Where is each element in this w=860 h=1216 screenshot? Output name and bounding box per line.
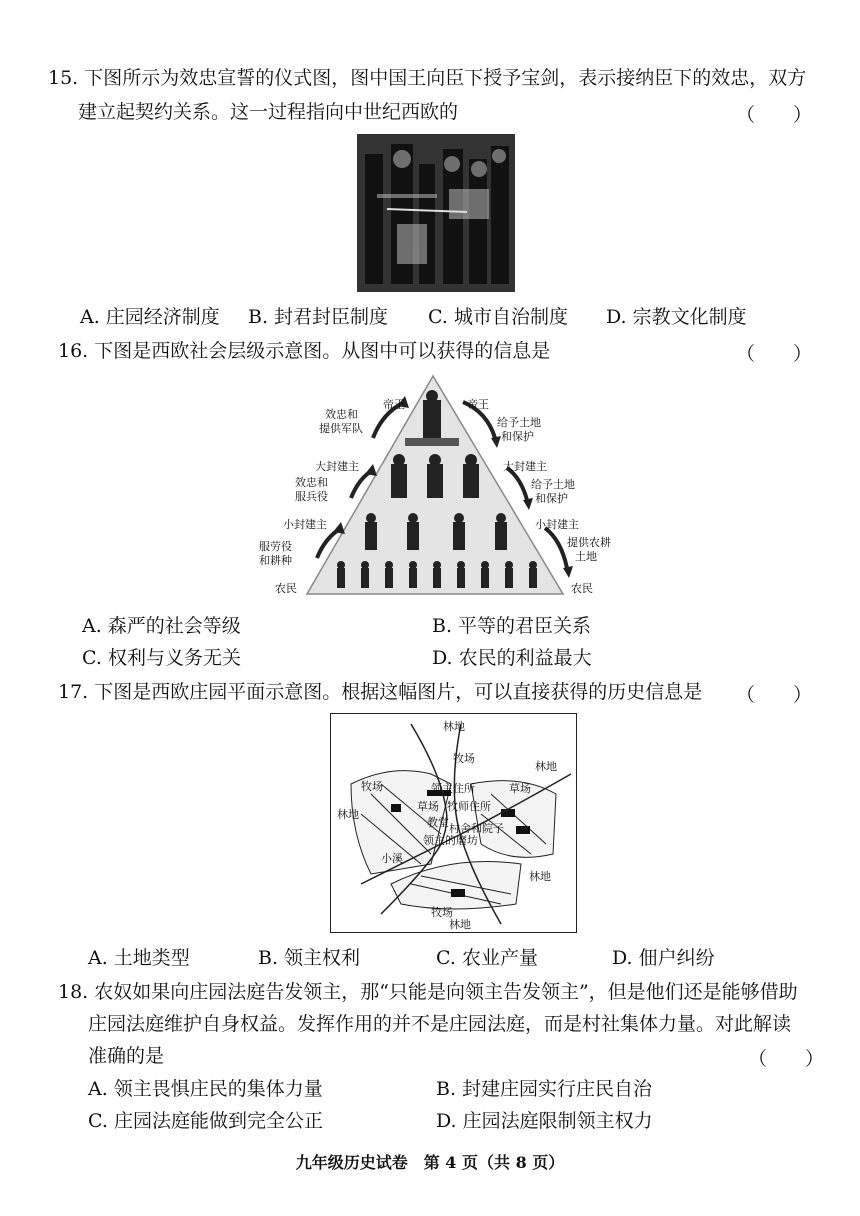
right-label-emperor: 帝王: [467, 398, 489, 411]
q18-stem-line2: 庄园法庭维护自身权益。发挥作用的并不是庄园法庭，而是村社集体力量。对此解读: [88, 1013, 792, 1035]
q15-stem-line2: 建立起契约关系。这一过程指向中世纪西欧的: [78, 101, 459, 123]
right-label-great-lord: 大封建主: [503, 460, 547, 473]
q17-option-d: D. 佃户纠纷: [612, 947, 715, 969]
q15-answer-paren: （ ）: [736, 104, 813, 126]
right-arrow-text-1a: 给予土地: [497, 416, 541, 429]
right-arrow-text-3b: 土地: [575, 550, 597, 563]
q17-answer-paren: （ ）: [736, 684, 813, 706]
map-label-woodland-lower-right: 林地: [529, 870, 551, 883]
social-hierarchy-diagram: [255, 372, 615, 600]
q15-option-b: B. 封君封臣制度: [248, 306, 389, 328]
right-arrow-text-1b: 和保护: [501, 430, 534, 443]
left-arrow-text-2b: 服兵役: [295, 490, 328, 503]
q18-option-d: D. 庄园法庭限制领主权力: [436, 1110, 653, 1132]
q15-stem-line1: 15. 下图所示为效忠宣誓的仪式图，图中国王向臣下授予宝剑，表示接纳臣下的效忠，双方: [48, 67, 807, 89]
q18-option-b: B. 封建庄园实行庄民自治: [436, 1078, 653, 1100]
q16-option-a: A. 森严的社会等级: [82, 615, 241, 637]
left-label-great-lord: 大封建主: [315, 460, 359, 473]
right-label-small-lord: 小封建主: [535, 518, 579, 531]
map-label-priest-residence: 牧师住所: [447, 800, 491, 813]
left-arrow-text-1b: 提供军队: [319, 422, 363, 435]
map-label-woodland-top: 林地: [443, 720, 465, 733]
left-arrow-text-2a: 效忠和: [295, 476, 328, 489]
q18-answer-paren: （ ）: [748, 1048, 825, 1070]
map-label-lord-residence: 领主住所: [431, 782, 475, 795]
q17-option-a: A. 土地类型: [88, 947, 190, 969]
q17-stem: 17. 下图是西欧庄园平面示意图。根据这幅图片，可以直接获得的历史信息是: [58, 681, 703, 703]
map-label-woodland-left: 林地: [337, 808, 359, 821]
page-footer: 九年级历史试卷 第 4 页（共 8 页）: [295, 1153, 565, 1172]
map-label-pasture-bottom: 牧场: [431, 906, 453, 919]
right-arrow-text-2b: 和保护: [535, 492, 568, 505]
right-arrow-text-2a: 给予土地: [531, 478, 575, 491]
right-label-peasant: 农民: [571, 582, 593, 595]
map-label-pasture-left: 牧场: [361, 780, 383, 793]
q15-option-c: C. 城市自治制度: [428, 306, 568, 328]
q16-option-c: C. 权利与义务无关: [82, 647, 241, 669]
q16-option-d: D. 农民的利益最大: [432, 647, 592, 669]
q18-stem-line1: 18. 农奴如果向庄园法庭告发领主，那“只能是向领主告发领主”，但是他们还是能够借助: [58, 981, 798, 1003]
map-label-pasture-top: 牧场: [453, 752, 475, 765]
left-label-peasant: 农民: [275, 582, 297, 595]
q15-ceremony-image: [357, 134, 515, 292]
q15-option-d: D. 宗教文化制度: [606, 306, 747, 328]
q15-option-a: A. 庄园经济制度: [80, 306, 220, 328]
left-arrow-text-1a: 效忠和: [325, 408, 358, 421]
manor-map: [330, 713, 577, 933]
q18-option-c: C. 庄园法庭能做到完全公正: [88, 1110, 323, 1132]
left-arrow-text-3b: 和耕种: [259, 554, 292, 567]
right-arrow-text-3a: 提供农耕: [567, 536, 611, 549]
q18-stem-line3: 准确的是: [88, 1045, 165, 1067]
map-label-church: 教堂: [427, 816, 449, 829]
q17-option-c: C. 农业产量: [436, 947, 538, 969]
map-label-stream: 小溪: [381, 852, 403, 865]
q16-answer-paren: （ ）: [736, 343, 813, 365]
left-label-small-lord: 小封建主: [283, 518, 327, 531]
map-label-meadow-left: 草场: [417, 800, 439, 813]
q17-option-b: B. 领主权利: [258, 947, 361, 969]
left-label-emperor: 帝王: [383, 398, 405, 411]
q16-stem: 16. 下图是西欧社会层级示意图。从图中可以获得的信息是: [58, 340, 551, 362]
q18-option-a: A. 领主畏惧庄民的集体力量: [88, 1078, 323, 1100]
q16-option-b: B. 平等的君臣关系: [432, 615, 592, 637]
map-label-woodland-right: 林地: [535, 760, 557, 773]
left-arrow-text-3a: 服劳役: [259, 540, 292, 553]
map-label-lord-mill: 领主的磨坊: [423, 834, 478, 847]
map-label-meadow-right: 草场: [509, 782, 531, 795]
map-label-cottages: 村舍和院子: [449, 822, 504, 835]
map-label-woodland-bottom: 林地: [449, 918, 471, 931]
